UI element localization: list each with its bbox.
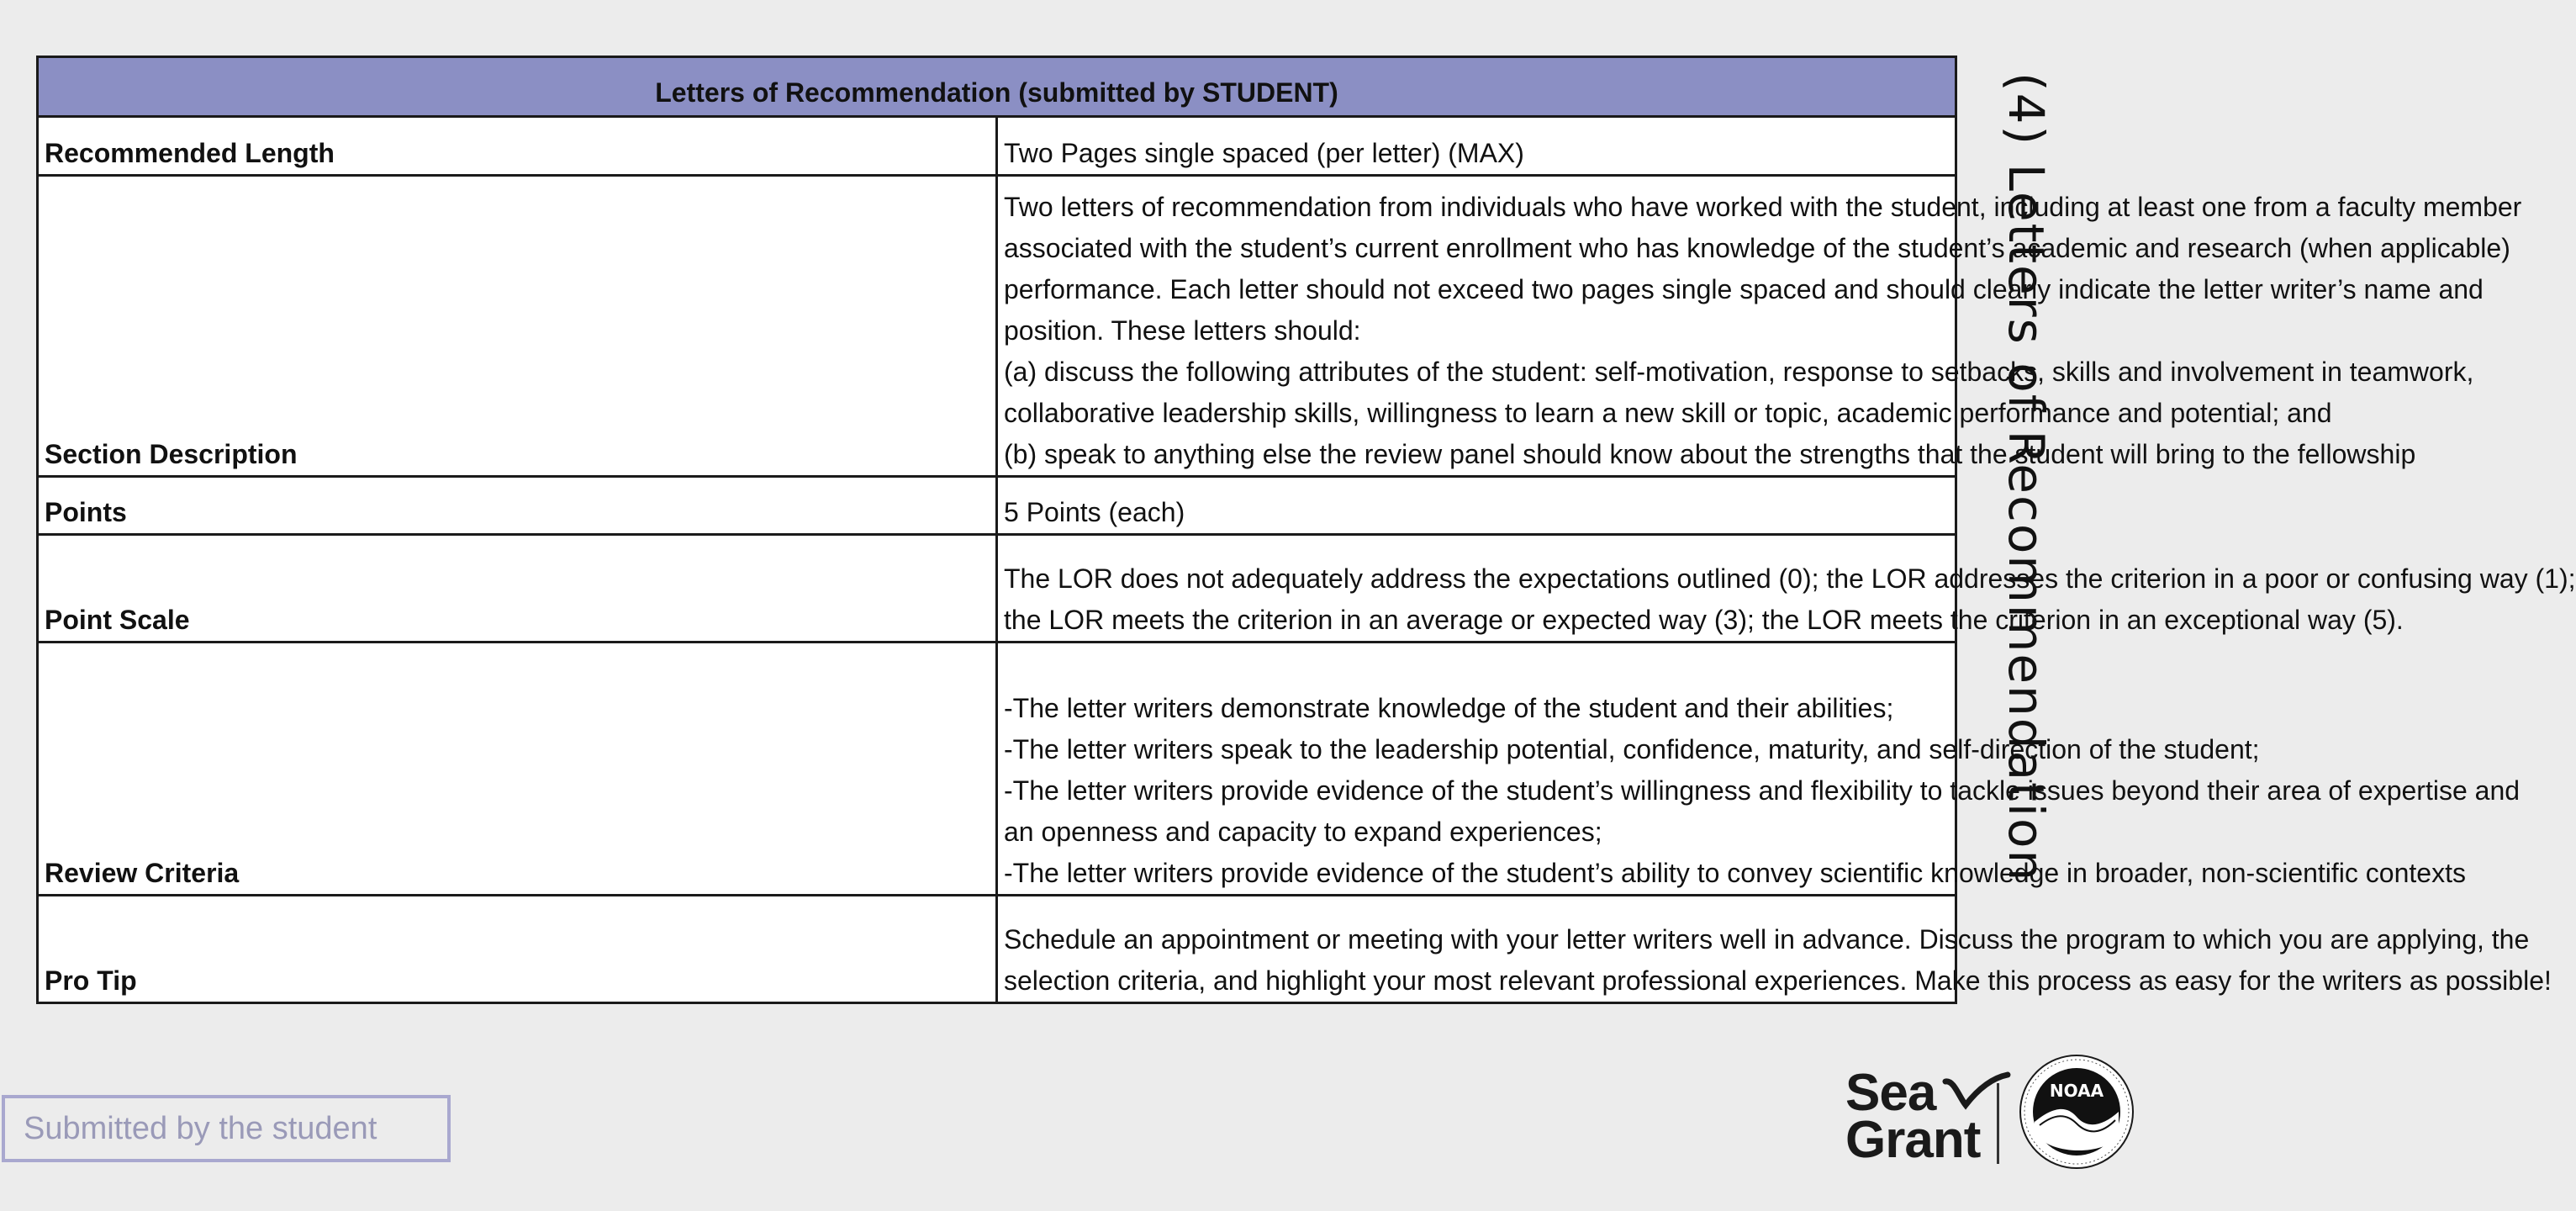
row-value (997, 117, 1956, 176)
table-row-points (38, 477, 1956, 535)
value-line: -The letter writers demonstrate knowledge of the student and their abilities; (1004, 693, 1894, 723)
value-line: the LOR meets the criterion in an average or expected way (3); the LOR meets the criterion in an exceptional way (5). (1004, 605, 2404, 635)
value-line: an openness and capacity to expand experiences; (1004, 817, 1602, 847)
row-value (997, 477, 1956, 535)
wave-icon (1944, 1071, 2011, 1113)
value-line: associated with the student’s current enrollment who has knowledge of the student’s academic and research (when applicable) (1004, 233, 2510, 263)
table-row-section-description (38, 176, 1956, 477)
row-value (997, 643, 2521, 896)
sea-grant-logo (1841, 1051, 2135, 1177)
side-title: (4) Letters of Recommendation (1998, 72, 2055, 883)
value-line: Two letters of recommendation from individuals who have worked with the student, including at least one from a faculty member (1004, 192, 2522, 222)
value-line: The LOR does not adequately address the expectations outlined (0); the LOR addresses the criterion in a poor or confusing way (1); (1004, 563, 2576, 594)
row-value (997, 176, 2522, 477)
logo-grant-text: Grant (1845, 1111, 1981, 1169)
table-row-recommended-length (38, 117, 1956, 176)
value-line: performance. Each letter should not exceed two pages single spaced and should clearly indicate the letter writer’s name and (1004, 274, 2484, 304)
table-row-pro-tip (38, 896, 1956, 1003)
row-value (997, 896, 2552, 1003)
row-label: Points (38, 477, 997, 535)
table-row-point-scale (38, 535, 1956, 643)
table-row-review-criteria (38, 643, 1956, 896)
row-label: Review Criteria (38, 643, 997, 896)
value-line: Two Pages single spaced (per letter) (MAX) (1004, 138, 1524, 168)
value-line: collaborative leadership skills, willingness to learn a new skill or topic, academic performance and potential; and (1004, 398, 2332, 428)
value-line: position. These letters should: (1004, 315, 1361, 346)
row-label: Section Description (38, 176, 997, 477)
submitted-by-student-label (2, 1095, 451, 1162)
row-label: Point Scale (38, 535, 997, 643)
value-line: (b) speak to anything else the review panel should know about the strengths that the student will bring to the fellowship (1004, 439, 2416, 469)
value-line: (a) discuss the following attributes of the student: self-motivation, response to setbacks, skills and involvement in teamwork, (1004, 357, 2474, 387)
submitted-label-text: Submitted by the student (24, 1110, 377, 1146)
value-line: -The letter writers provide evidence of the student’s ability to convey scientific knowledge in broader, non-scientific contexts (1004, 858, 2466, 888)
logo-sea-text: Sea (1845, 1064, 1936, 1122)
logo-divider (1997, 1083, 1999, 1164)
value-line: -The letter writers provide evidence of the student’s willingness and flexibility to tackle issues beyond their area of expertise and (1004, 775, 2521, 806)
row-label: Pro Tip (38, 896, 997, 1003)
noaa-emblem-icon (2018, 1053, 2135, 1171)
emblem-text: NOAA (2049, 1081, 2104, 1101)
row-label: Recommended Length (38, 117, 997, 176)
value-line: 5 Points (each) (1004, 497, 1185, 527)
value-line: selection criteria, and highlight your most relevant professional experiences. Make this process as easy for the writers as possible! (1004, 965, 2552, 996)
value-line: Schedule an appointment or meeting with your letter writers well in advance. Discuss the program to which you are applying, the (1004, 924, 2530, 955)
row-value (997, 535, 2576, 643)
table-header: Letters of Recommendation (submitted by STUDENT) (38, 57, 1956, 117)
value-line: -The letter writers speak to the leadership potential, confidence, maturity, and self-direction of the student; (1004, 734, 2260, 764)
